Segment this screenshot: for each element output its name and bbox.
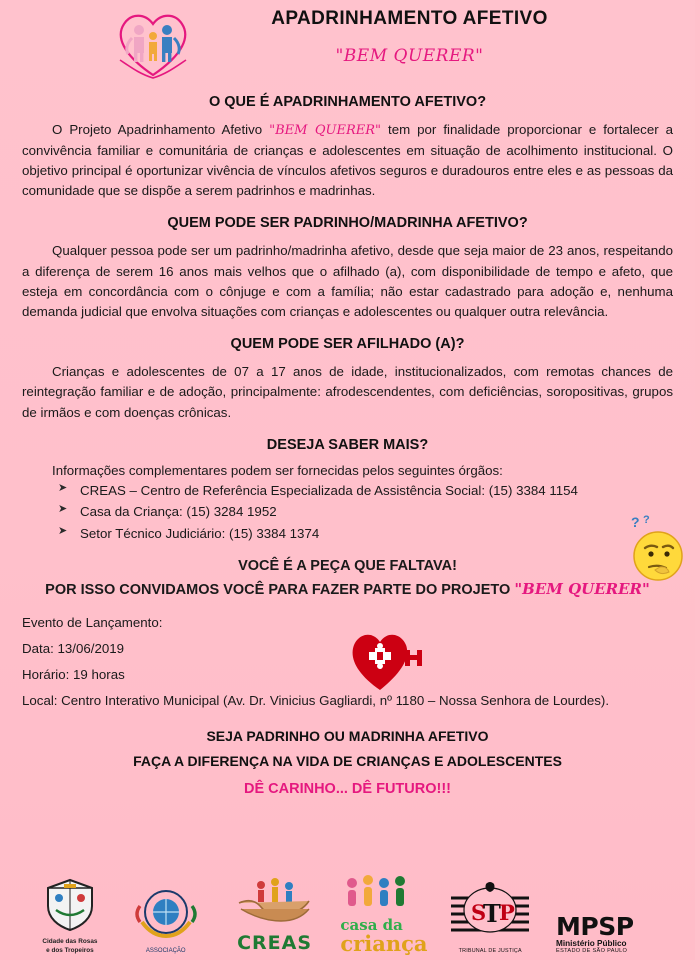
event-label: Evento de Lançamento: bbox=[22, 615, 163, 631]
section-paragraph-who-can-be-godparent: Qualquer pessoa pode ser um padrinho/madrinha afetivo, desde que seja maior de 23 anos, respeitando a diferença de serem 16 anos mais velhos que o afilhado (a), com disponibilidade de tempo e afeto, que esteja em concordância com o cônjuge e com a família; não estar cadastrado para adoção e, nenhuma demanda judicial que envolva situações com crianças e adolescentes ou qualquer outra relevância. bbox=[22, 243, 673, 319]
list-item: ➤ Setor Técnico Judiciário: (15) 3384 1374 bbox=[58, 523, 673, 545]
section-heading-who-can-be-godchild: QUEM PODE SER AFILHADO (A)? bbox=[230, 336, 465, 353]
header-titles bbox=[194, 4, 695, 66]
coat-of-arms-icon bbox=[42, 876, 98, 932]
tj-sp-icon bbox=[445, 880, 535, 942]
mpsp-logo bbox=[556, 911, 660, 954]
content bbox=[0, 94, 695, 797]
brand-name-inline: "BEM QUERER" bbox=[514, 580, 650, 599]
casa-caption-line-1: casa da bbox=[340, 916, 403, 934]
callout-line-1: VOCÊ É A PEÇA QUE FALTAVA! bbox=[238, 558, 457, 575]
closing-line-2: FAÇA A DIFERENÇA NA VIDA DE CRIANÇAS E ADOLESCENTES bbox=[133, 752, 562, 769]
event-date: Data: 13/06/2019 bbox=[22, 641, 125, 657]
event-place: Local: Centro Interativo Municipal (Av. Dr. Vinicius Gagliardi, nº 1180 – Nossa Senhora de Lourdes). bbox=[22, 693, 610, 709]
tj-caption: TRIBUNAL DE JUSTIÇA bbox=[458, 948, 522, 954]
callout-line-2-text: POR ISSO CONVIDAMOS VOCÊ PARA FAZER PARTE DO PROJETO bbox=[45, 582, 515, 599]
casa-da-crianca-logo bbox=[340, 873, 428, 956]
event-block bbox=[22, 610, 673, 714]
paragraph-part-post: tem por finalidade proporcionar e fortalecer a convivência familiar e comunitária de crianças e adolescentes em situação de acolhimento institucional. O objetivo principal é oportunizar vivência de vínculos afetivos seguros e duradouros entre eles e as pessoas da comunidade que se dispõe a serem padrinhos e madrinhas. bbox=[22, 122, 674, 199]
svg-text:?: ? bbox=[631, 514, 640, 530]
thinking-face-icon bbox=[627, 512, 689, 584]
association-caption: ASSOCIAÇÃO bbox=[145, 948, 186, 954]
info-line: Informações complementares podem ser fornecidas pelos seguintes órgãos: bbox=[52, 462, 503, 478]
svg-text:T: T bbox=[483, 899, 502, 928]
section-heading-know-more: DESEJA SABER MAIS? bbox=[266, 436, 429, 453]
list-item: ➤ CREAS – Centro de Referência Especializada de Assistência Social: (15) 3384 1154 bbox=[58, 480, 673, 502]
mpsp-title: MPSP bbox=[556, 911, 634, 941]
crest-caption-line-1: Cidade das Rosas bbox=[42, 938, 98, 946]
page-subtitle: "BEM QUERER" bbox=[335, 46, 484, 66]
closing-line-3: DÊ CARINHO... DÊ FUTURO!!! bbox=[243, 781, 451, 798]
creas-logo bbox=[227, 875, 323, 954]
crest-caption-line-2: e dos Tropeiros bbox=[46, 946, 94, 954]
mpsp-caption: ESTADO DE SÃO PAULO bbox=[556, 948, 628, 954]
callout-line-2 bbox=[22, 580, 673, 598]
casa-caption-line-2: criança bbox=[340, 931, 428, 956]
globe-hands-icon bbox=[126, 886, 206, 942]
footer-logos bbox=[0, 858, 695, 954]
section-heading-who-can-be-godparent: QUEM PODE SER PADRINHO/MADRINHA AFETIVO? bbox=[167, 215, 528, 232]
svg-text:S: S bbox=[471, 900, 487, 925]
children-figures-icon bbox=[340, 873, 420, 913]
hands-with-people-icon bbox=[231, 875, 319, 929]
creas-caption: CREAS bbox=[237, 932, 313, 954]
paragraph-part-pre: O Projeto Apadrinhamento Afetivo bbox=[52, 122, 270, 137]
city-crest-logo bbox=[35, 876, 105, 954]
contact-list bbox=[22, 480, 673, 545]
svg-text:P: P bbox=[499, 900, 516, 925]
tribunal-de-justica-logo bbox=[442, 880, 538, 954]
brand-name-inline: "BEM QUERER" bbox=[269, 123, 382, 138]
section-paragraph-who-can-be-godchild: Crianças e adolescentes de 07 a 17 anos de idade, institucionalizados, com remotas chances de reintegração familiar e de adoção, principalmente: afrodescendentes, com deficiências, soropositivas, grupos de irmãos e com doenças crônicas. bbox=[22, 364, 673, 420]
mpsp-subtitle: Ministério Público bbox=[556, 938, 627, 948]
section-paragraph-what-is bbox=[22, 120, 673, 201]
svg-text:?: ? bbox=[643, 514, 650, 526]
list-item: ➤ Casa da Criança: (15) 3284 1952 bbox=[58, 501, 673, 523]
puzzle-heart-icon bbox=[347, 624, 431, 694]
closing-block bbox=[22, 724, 673, 797]
association-logo bbox=[123, 886, 209, 954]
page-title: APADRINHAMENTO AFETIVO bbox=[271, 8, 548, 29]
header bbox=[0, 0, 695, 80]
family-in-heart-logo bbox=[112, 4, 194, 80]
event-time: Horário: 19 horas bbox=[22, 667, 125, 683]
closing-line-1: SEJA PADRINHO OU MADRINHA AFETIVO bbox=[206, 728, 489, 745]
section-heading-what-is: O QUE É APADRINHAMENTO AFETIVO? bbox=[208, 94, 487, 110]
